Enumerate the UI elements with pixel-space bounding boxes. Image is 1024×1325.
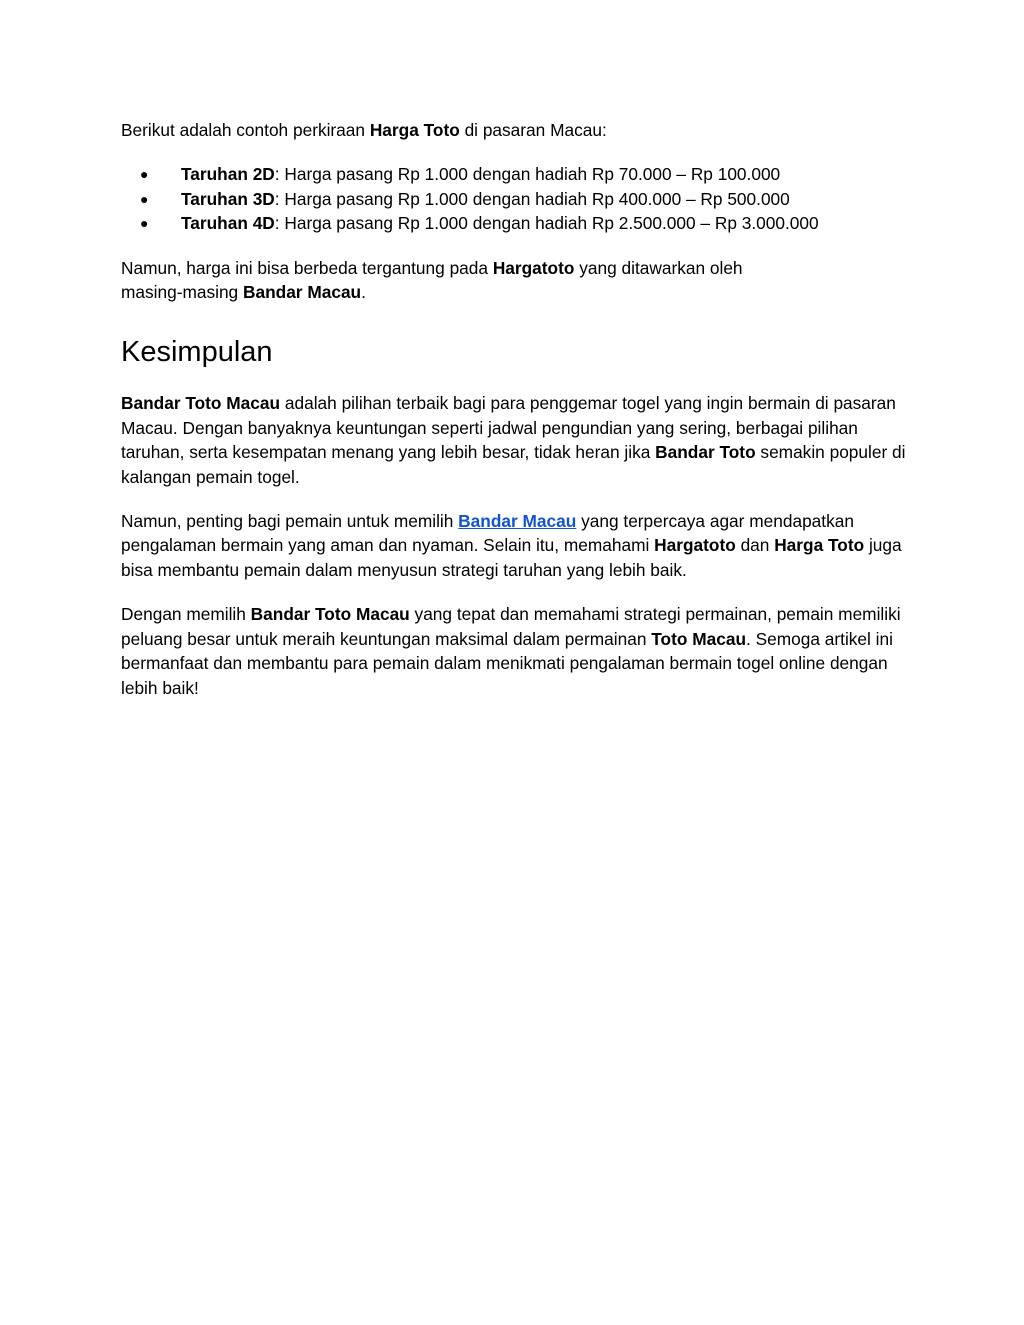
para3-text-1: Dengan memilih — [121, 604, 251, 625]
para1-text-2: semakin populer di kalangan pemain togel. — [121, 442, 906, 487]
intro-bold-harga-toto: Harga Toto — [369, 120, 460, 140]
document-page — [121, 118, 911, 720]
list-item — [121, 162, 911, 186]
bullet-icon: ● — [140, 190, 149, 207]
list-item-text: : Harga pasang Rp 1.000 dengan hadiah Rp 400.000 – Rp 500.000 — [274, 188, 790, 209]
note-bold-bandar-macau: Bandar Macau — [242, 282, 362, 303]
note-bold-hargatoto: Hargatoto — [492, 257, 575, 278]
list-item — [121, 211, 911, 235]
list-item-label: Taruhan 2D — [181, 164, 275, 185]
intro-suffix: di pasaran Macau: — [459, 120, 607, 140]
section-heading: Kesimpulan — [121, 336, 273, 369]
list-item-label: Taruhan 4D — [181, 213, 275, 234]
note-text-3: masing-masing — [121, 282, 243, 303]
conclusion-paragraph-2 — [121, 509, 911, 582]
para1-text-1: adalah pilihan terbaik bagi para penggemar togel yang ingin bermain di pasaran Macau. Dengan banyaknya keuntungan seperti jadwal pengundian yang sering, berbagai pilihan taruhan, serta kesempatan menang yang lebih besar, tidak heran jika — [121, 393, 896, 463]
conclusion-paragraph-3 — [121, 602, 911, 700]
note-paragraph — [121, 256, 911, 305]
para1-bold-1: Bandar Toto Macau — [121, 393, 281, 414]
conclusion-paragraph-1 — [121, 391, 911, 489]
para2-text-3: dan — [735, 535, 775, 556]
para3-text-3: . Semoga artikel ini bermanfaat dan membantu para pemain dalam menikmati pengalaman bermain togel online dengan lebih baik! — [121, 628, 893, 698]
intro-paragraph — [121, 118, 911, 142]
para2-bold-2: Harga Toto — [774, 535, 865, 556]
intro-prefix: Berikut adalah contoh perkiraan — [121, 120, 370, 140]
para2-text-1: Namun, penting bagi pemain untuk memilih — [121, 511, 459, 532]
para3-text-2: yang tepat dan memahami strategi permainan, pemain memiliki peluang besar untuk meraih keuntungan maksimal dalam permainan — [121, 604, 901, 649]
para3-bold-1: Bandar Toto Macau — [250, 604, 410, 625]
para3-bold-2: Toto Macau — [651, 628, 747, 649]
para2-text-4: juga bisa membantu pemain dalam menyusun strategi taruhan yang lebih baik. — [121, 535, 902, 580]
bandar-macau-link[interactable]: Bandar Macau — [458, 511, 577, 532]
bet-price-list — [121, 162, 911, 235]
bullet-icon: ● — [140, 215, 149, 232]
list-item-text: : Harga pasang Rp 1.000 dengan hadiah Rp 70.000 – Rp 100.000 — [274, 164, 781, 185]
note-text-1: Namun, harga ini bisa berbeda tergantung pada — [121, 257, 493, 278]
bullet-icon: ● — [140, 166, 149, 183]
para2-bold-1: Hargatoto — [654, 535, 736, 556]
list-item-text: : Harga pasang Rp 1.000 dengan hadiah Rp 2.500.000 – Rp 3.000.000 — [274, 213, 819, 234]
list-item — [121, 187, 911, 211]
para2-text-2: yang terpercaya agar mendapatkan pengalaman bermain yang aman dan nyaman. Selain itu, memahami — [121, 511, 854, 556]
note-text-2: yang ditawarkan oleh — [574, 257, 743, 278]
note-text-4: . — [361, 282, 366, 303]
para1-bold-2: Bandar Toto — [655, 442, 756, 463]
list-item-label: Taruhan 3D — [181, 188, 275, 209]
